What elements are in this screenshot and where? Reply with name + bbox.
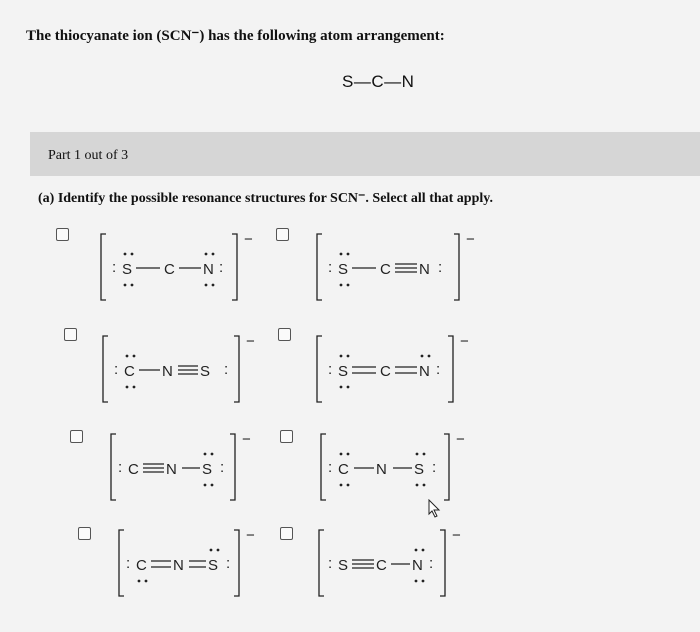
svg-text::: :	[224, 361, 229, 378]
svg-text:S: S	[202, 461, 213, 478]
svg-text:S: S	[200, 363, 211, 380]
svg-text:C: C	[136, 557, 147, 574]
option-checkbox-4[interactable]	[278, 328, 291, 341]
structure-6[interactable]	[318, 430, 468, 515]
svg-text::: :	[118, 459, 123, 476]
svg-text:S: S	[338, 363, 349, 380]
svg-text::: :	[226, 555, 231, 572]
mouse-cursor-icon	[428, 499, 442, 524]
svg-text:−: −	[466, 231, 475, 248]
structure-2[interactable]	[314, 230, 474, 315]
svg-text:N: N	[412, 557, 423, 574]
structure-5[interactable]	[108, 430, 258, 515]
question-text: (a) Identify the possible resonance structures for SCN⁻. Select all that apply.	[38, 191, 493, 206]
structure-1[interactable]	[98, 230, 253, 315]
svg-text:C: C	[376, 557, 387, 574]
svg-text:C: C	[338, 461, 349, 478]
part-header-bar	[30, 132, 700, 176]
svg-text::: :	[328, 361, 333, 378]
svg-text:−: −	[242, 431, 251, 448]
svg-text:C: C	[380, 363, 391, 380]
structure-4[interactable]	[314, 332, 474, 417]
svg-text:C: C	[164, 261, 175, 278]
option-checkbox-7[interactable]	[78, 527, 91, 540]
part-label: Part 1 out of 3	[48, 148, 129, 163]
structure-2-svg	[314, 230, 474, 310]
svg-text::: :	[436, 361, 441, 378]
structure-8[interactable]	[316, 526, 466, 611]
svg-text:N: N	[419, 363, 430, 380]
structure-7[interactable]	[116, 526, 266, 611]
option-checkbox-1[interactable]	[56, 228, 69, 241]
svg-text::: :	[219, 259, 224, 276]
structure-3-svg	[100, 332, 255, 412]
svg-text:S: S	[208, 557, 219, 574]
option-checkbox-8[interactable]	[280, 527, 293, 540]
structure-4-svg	[314, 332, 474, 412]
svg-text::: :	[328, 555, 333, 572]
svg-text:N: N	[162, 363, 173, 380]
svg-text:−: −	[452, 527, 461, 544]
question-intro: The thiocyanate ion (SCN⁻) has the following atom arrangement:	[26, 28, 445, 44]
svg-text:S: S	[122, 261, 133, 278]
svg-text:N: N	[419, 261, 430, 278]
atom-arrangement: S—C—N	[342, 72, 415, 91]
svg-text:−: −	[246, 333, 255, 350]
svg-text::: :	[432, 459, 437, 476]
svg-text:C: C	[380, 261, 391, 278]
svg-text::: :	[114, 361, 119, 378]
structure-8-svg	[316, 526, 466, 606]
svg-text::: :	[112, 259, 117, 276]
svg-text:S: S	[338, 557, 349, 574]
svg-text:−: −	[460, 333, 469, 350]
svg-text:N: N	[173, 557, 184, 574]
svg-text::: :	[438, 259, 443, 276]
svg-text:S: S	[414, 461, 425, 478]
svg-text:N: N	[203, 261, 214, 278]
svg-text::: :	[126, 555, 131, 572]
option-checkbox-5[interactable]	[70, 430, 83, 443]
svg-text:S: S	[338, 261, 349, 278]
svg-text:−: −	[244, 231, 253, 248]
svg-text:−: −	[246, 527, 255, 544]
svg-text::: :	[220, 459, 225, 476]
option-checkbox-3[interactable]	[64, 328, 77, 341]
svg-text:−: −	[456, 431, 465, 448]
svg-text::: :	[328, 459, 333, 476]
svg-text::: :	[328, 259, 333, 276]
option-checkbox-6[interactable]	[280, 430, 293, 443]
svg-text:C: C	[124, 363, 135, 380]
structure-3[interactable]	[100, 332, 255, 417]
svg-text:N: N	[376, 461, 387, 478]
structure-6-svg	[318, 430, 468, 510]
svg-text:N: N	[166, 461, 177, 478]
structure-7-svg	[116, 526, 266, 606]
structure-5-svg	[108, 430, 258, 510]
svg-text::: :	[429, 555, 434, 572]
svg-text:C: C	[128, 461, 139, 478]
structure-1-svg	[98, 230, 253, 310]
option-checkbox-2[interactable]	[276, 228, 289, 241]
